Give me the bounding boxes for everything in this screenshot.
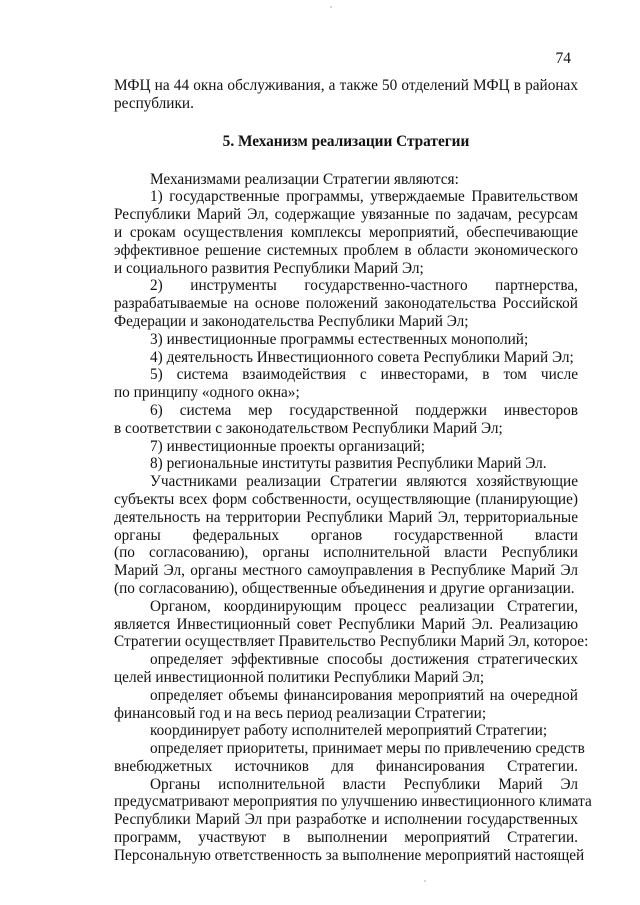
- text-line: Персональную ответственность за выполнение мероприятий настоящей: [114, 846, 585, 864]
- text-line: 2) инструменты государственно-частного партнерства,: [150, 277, 578, 295]
- text-line: разрабатываемые на основе положений законодательства Российской: [114, 295, 578, 313]
- text-line: определяет объемы финансирования мероприятий на очередной: [150, 686, 578, 704]
- text-line: 4) деятельность Инвестиционного совета Республики Марий Эл;: [150, 348, 574, 366]
- text-line: 5) система взаимодействия с инвесторами, в том числе: [150, 366, 578, 384]
- page-number: 74: [555, 50, 571, 67]
- text-line: деятельность на территории Республики Марий Эл, территориальные: [114, 508, 578, 526]
- text-line: республики.: [114, 94, 194, 112]
- text-line: координирует работу исполнителей мероприятий Стратегии;: [150, 722, 548, 740]
- spacer: [114, 154, 578, 171]
- text-line: Стратегии осуществляет Правительство Республики Марий Эл, которое:: [114, 633, 589, 651]
- text-line: является Инвестиционный совет Республики Марий Эл. Реализацию: [114, 615, 578, 633]
- text-line: Механизмами реализации Стратегии являются:: [150, 170, 459, 188]
- text-line: МФЦ на 44 окна обслуживания, а также 50 отделений МФЦ в районах: [114, 77, 578, 94]
- text-line: 8) региональные институты развития Республики Марий Эл.: [150, 455, 547, 473]
- text-line: Федерации и законодательства Республики Марий Эл;: [114, 312, 469, 330]
- text-line: в соответствии с законодательством Республики Марий Эл;: [114, 419, 503, 437]
- text-line: целей инвестиционной политики Республики Марий Эл;: [114, 668, 485, 686]
- text-line: определяет приоритеты, принимает меры по привлечению средств: [150, 740, 585, 758]
- text-line: (по согласованию), общественные объединения и другие организации.: [114, 579, 575, 597]
- text-line: 7) инвестиционные проекты организаций;: [150, 437, 426, 455]
- text-line: предусматривают мероприятия по улучшению инвестиционного климата: [114, 793, 592, 811]
- text-line: субъекты всех форм собственности, осуществляющие (планирующие): [114, 490, 578, 508]
- text-line: Участниками реализации Стратегии являются хозяйствующие: [150, 473, 578, 491]
- text-line: (по согласованию), органы исполнительной власти Республики: [114, 544, 578, 562]
- page-text: [114, 77, 592, 865]
- text-line: программ, участвуют в выполнении мероприятий Стратегии.: [114, 829, 578, 847]
- scan-speck: [330, 6, 332, 8]
- text-line: 1) государственные программы, утверждаемые Правительством: [150, 188, 578, 206]
- scan-speck: [424, 880, 426, 882]
- text-line: и срокам осуществления комплексы мероприятий, обеспечивающие: [114, 223, 578, 241]
- text-line: Марий Эл, органы местного самоуправления в Республике Марий Эл: [114, 562, 578, 580]
- text-line: 6) система мер государственной поддержки инвесторов: [150, 401, 578, 419]
- text-line: по принципу «одного окна»;: [114, 384, 300, 402]
- text-line: Республики Марий Эл при разработке и исполнении государственных: [114, 811, 578, 829]
- text-line: внебюджетных источников для финансирования Стратегии.: [114, 757, 578, 775]
- text-line: финансовый год и на весь период реализации Стратегии;: [114, 704, 487, 722]
- text-line: Органом, координирующим процесс реализации Стратегии,: [150, 597, 578, 615]
- text-line: Органы исполнительной власти Республики Марий Эл: [150, 775, 578, 793]
- text-line: Республики Марий Эл, содержащие увязанные по задачам, ресурсам: [114, 206, 578, 224]
- text-line: эффективное решение системных проблем в области экономического: [114, 241, 578, 259]
- spacer: [114, 113, 578, 130]
- text-line: органы федеральных органов государственной власти: [114, 526, 578, 544]
- text-line: 3) инвестиционные программы естественных монополий;: [150, 330, 529, 348]
- section-heading: 5. Механизм реализации Стратегии: [222, 132, 470, 150]
- text-line: и социального развития Республики Марий Эл;: [114, 259, 424, 277]
- text-line: определяет эффективные способы достижения стратегических: [150, 651, 578, 669]
